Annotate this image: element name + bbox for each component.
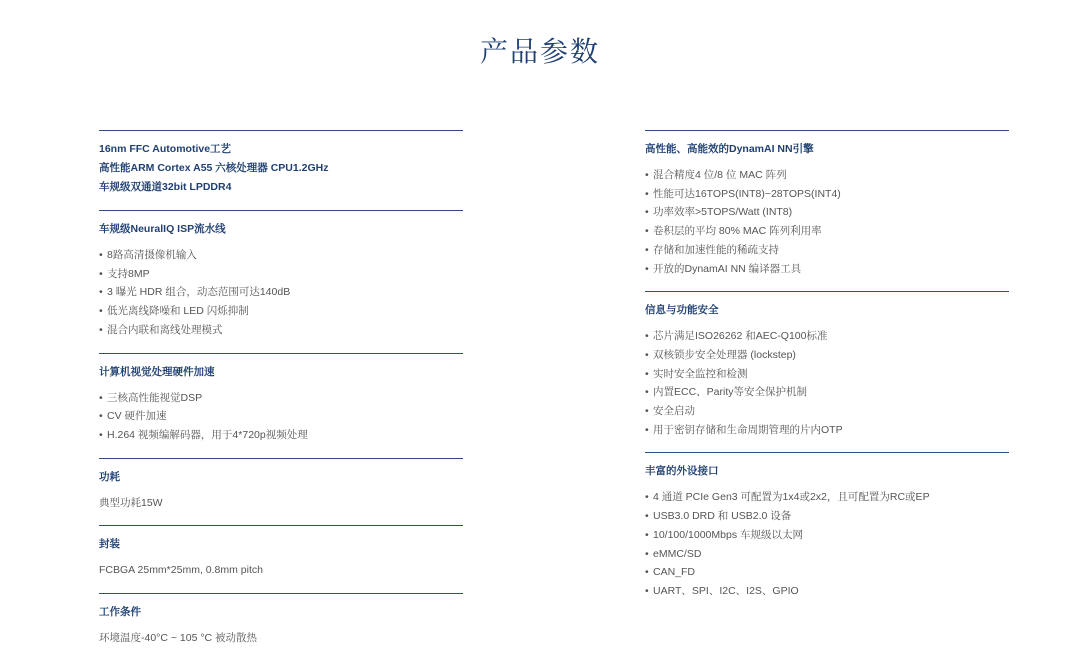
bullet-icon: • <box>645 330 649 343</box>
list-item: • 功率效率>5TOPS/Watt (INT8) <box>645 203 1009 222</box>
list-item: • 10/100/1000Mbps 车规级以太网 <box>645 526 1009 545</box>
list-item: • 实时安全监控和检测 <box>645 365 1009 384</box>
list-item: • CV 硬件加速 <box>99 407 463 426</box>
section-io <box>645 452 1009 600</box>
section-text: 典型功耗15W <box>99 496 163 509</box>
section-power <box>99 458 463 513</box>
list-item: • eMMC/SD <box>645 545 1009 564</box>
list-item: • 性能可达16TOPS(INT8)~28TOPS(INT4) <box>645 185 1009 204</box>
list-item: • 混合精度4 位/8 位 MAC 阵列 <box>645 166 1009 185</box>
bullet-icon: • <box>645 367 649 380</box>
section-title: 封装 <box>99 538 120 551</box>
page-title: 产品参数 <box>479 35 600 68</box>
bullet-icon: • <box>99 286 103 299</box>
headline-line: 高性能ARM Cortex A55 六核处理器 CPU1.2GHz <box>99 162 329 174</box>
bullet-icon: • <box>645 528 649 541</box>
bullet-icon: • <box>645 547 649 560</box>
list-item: • H.264 视频编解码器，用于4*720p视频处理 <box>99 426 463 445</box>
list-item: • 开放的DynamAI NN 编译器工具 <box>645 260 1009 279</box>
list-item: • USB3.0 DRD 和 USB2.0 设备 <box>645 507 1009 526</box>
section-conditions <box>99 593 463 648</box>
section-nn <box>645 130 1009 278</box>
bullet-icon: • <box>645 187 649 200</box>
bullet-icon: • <box>99 249 103 261</box>
list-item: • 混合内联和离线处理模式 <box>99 321 463 340</box>
list-item: • UART、SPI、I2C、I2S、GPIO <box>645 582 1009 601</box>
section-title: 信息与功能安全 <box>645 304 719 317</box>
bullet-icon: • <box>645 491 649 504</box>
section-text: 环境温度-40°C ~ 105 °C 被动散热 <box>99 632 258 645</box>
bullet-icon: • <box>99 267 103 280</box>
section-title: 工作条件 <box>99 606 141 619</box>
bullet-icon: • <box>99 391 103 404</box>
bullet-icon: • <box>645 225 649 238</box>
list-item: • 8路高清摄像机输入 <box>99 246 463 265</box>
list-item: • 存储和加速性能的稀疏支持 <box>645 241 1009 260</box>
bullet-icon: • <box>645 566 649 579</box>
bullet-icon: • <box>99 323 103 336</box>
list-item: • 安全启动 <box>645 402 1009 421</box>
section-isp <box>99 210 463 340</box>
left-column <box>99 130 463 661</box>
right-column <box>645 130 1009 614</box>
section-title: 功耗 <box>99 470 120 483</box>
list-item: • 4 通道 PCIe Gen3 可配置为1x4或2x2，且可配置为RC或EP <box>645 488 1009 507</box>
section-title: 丰富的外设接口 <box>645 465 719 478</box>
list-item: • 支持8MP <box>99 265 463 284</box>
section-package <box>99 525 463 580</box>
section-title: 计算机视觉处理硬件加速 <box>99 365 215 378</box>
headline-line: 车规级双通道32bit LPDDR4 <box>99 181 232 193</box>
list-item: • 双核锁步安全处理器 (lockstep) <box>645 346 1009 365</box>
section-safety <box>645 291 1009 439</box>
list-item: • 三核高性能视觉DSP <box>99 389 463 408</box>
section-title: 高性能、高能效的DynamAI NN引擎 <box>645 143 814 155</box>
bullet-icon: • <box>645 243 649 256</box>
bullet-icon: • <box>645 169 649 181</box>
list-item: • CAN_FD <box>645 563 1009 582</box>
bullet-icon: • <box>645 262 649 275</box>
bullet-icon: • <box>99 428 103 441</box>
section-headline <box>99 130 463 197</box>
bullet-icon: • <box>99 410 103 423</box>
list-item: • 内置ECC、Parity等安全保护机制 <box>645 383 1009 402</box>
bullet-icon: • <box>645 348 649 361</box>
list-item: • 用于密钥存储和生命周期管理的片内OTP <box>645 421 1009 440</box>
list-item: • 低光离线降噪和 LED 闪烁抑制 <box>99 302 463 321</box>
bullet-icon: • <box>645 405 649 418</box>
bullet-icon: • <box>645 386 649 399</box>
list-item: • 卷积层的平均 80% MAC 阵列利用率 <box>645 222 1009 241</box>
bullet-icon: • <box>645 584 649 597</box>
section-text: FCBGA 25mm*25mm, 0.8mm pitch <box>99 564 263 577</box>
section-cv <box>99 353 463 445</box>
list-item: • 3 曝光 HDR 组合，动态范围可达140dB <box>99 283 463 302</box>
list-item: • 芯片满足ISO26262 和AEC-Q100标准 <box>645 327 1009 346</box>
section-title: 车规级NeuralIQ ISP流水线 <box>99 223 226 235</box>
bullet-icon: • <box>645 510 649 523</box>
bullet-icon: • <box>645 423 649 436</box>
bullet-icon: • <box>99 305 103 318</box>
bullet-icon: • <box>645 206 649 219</box>
headline-line: 16nm FFC Automotive工艺 <box>99 143 232 155</box>
